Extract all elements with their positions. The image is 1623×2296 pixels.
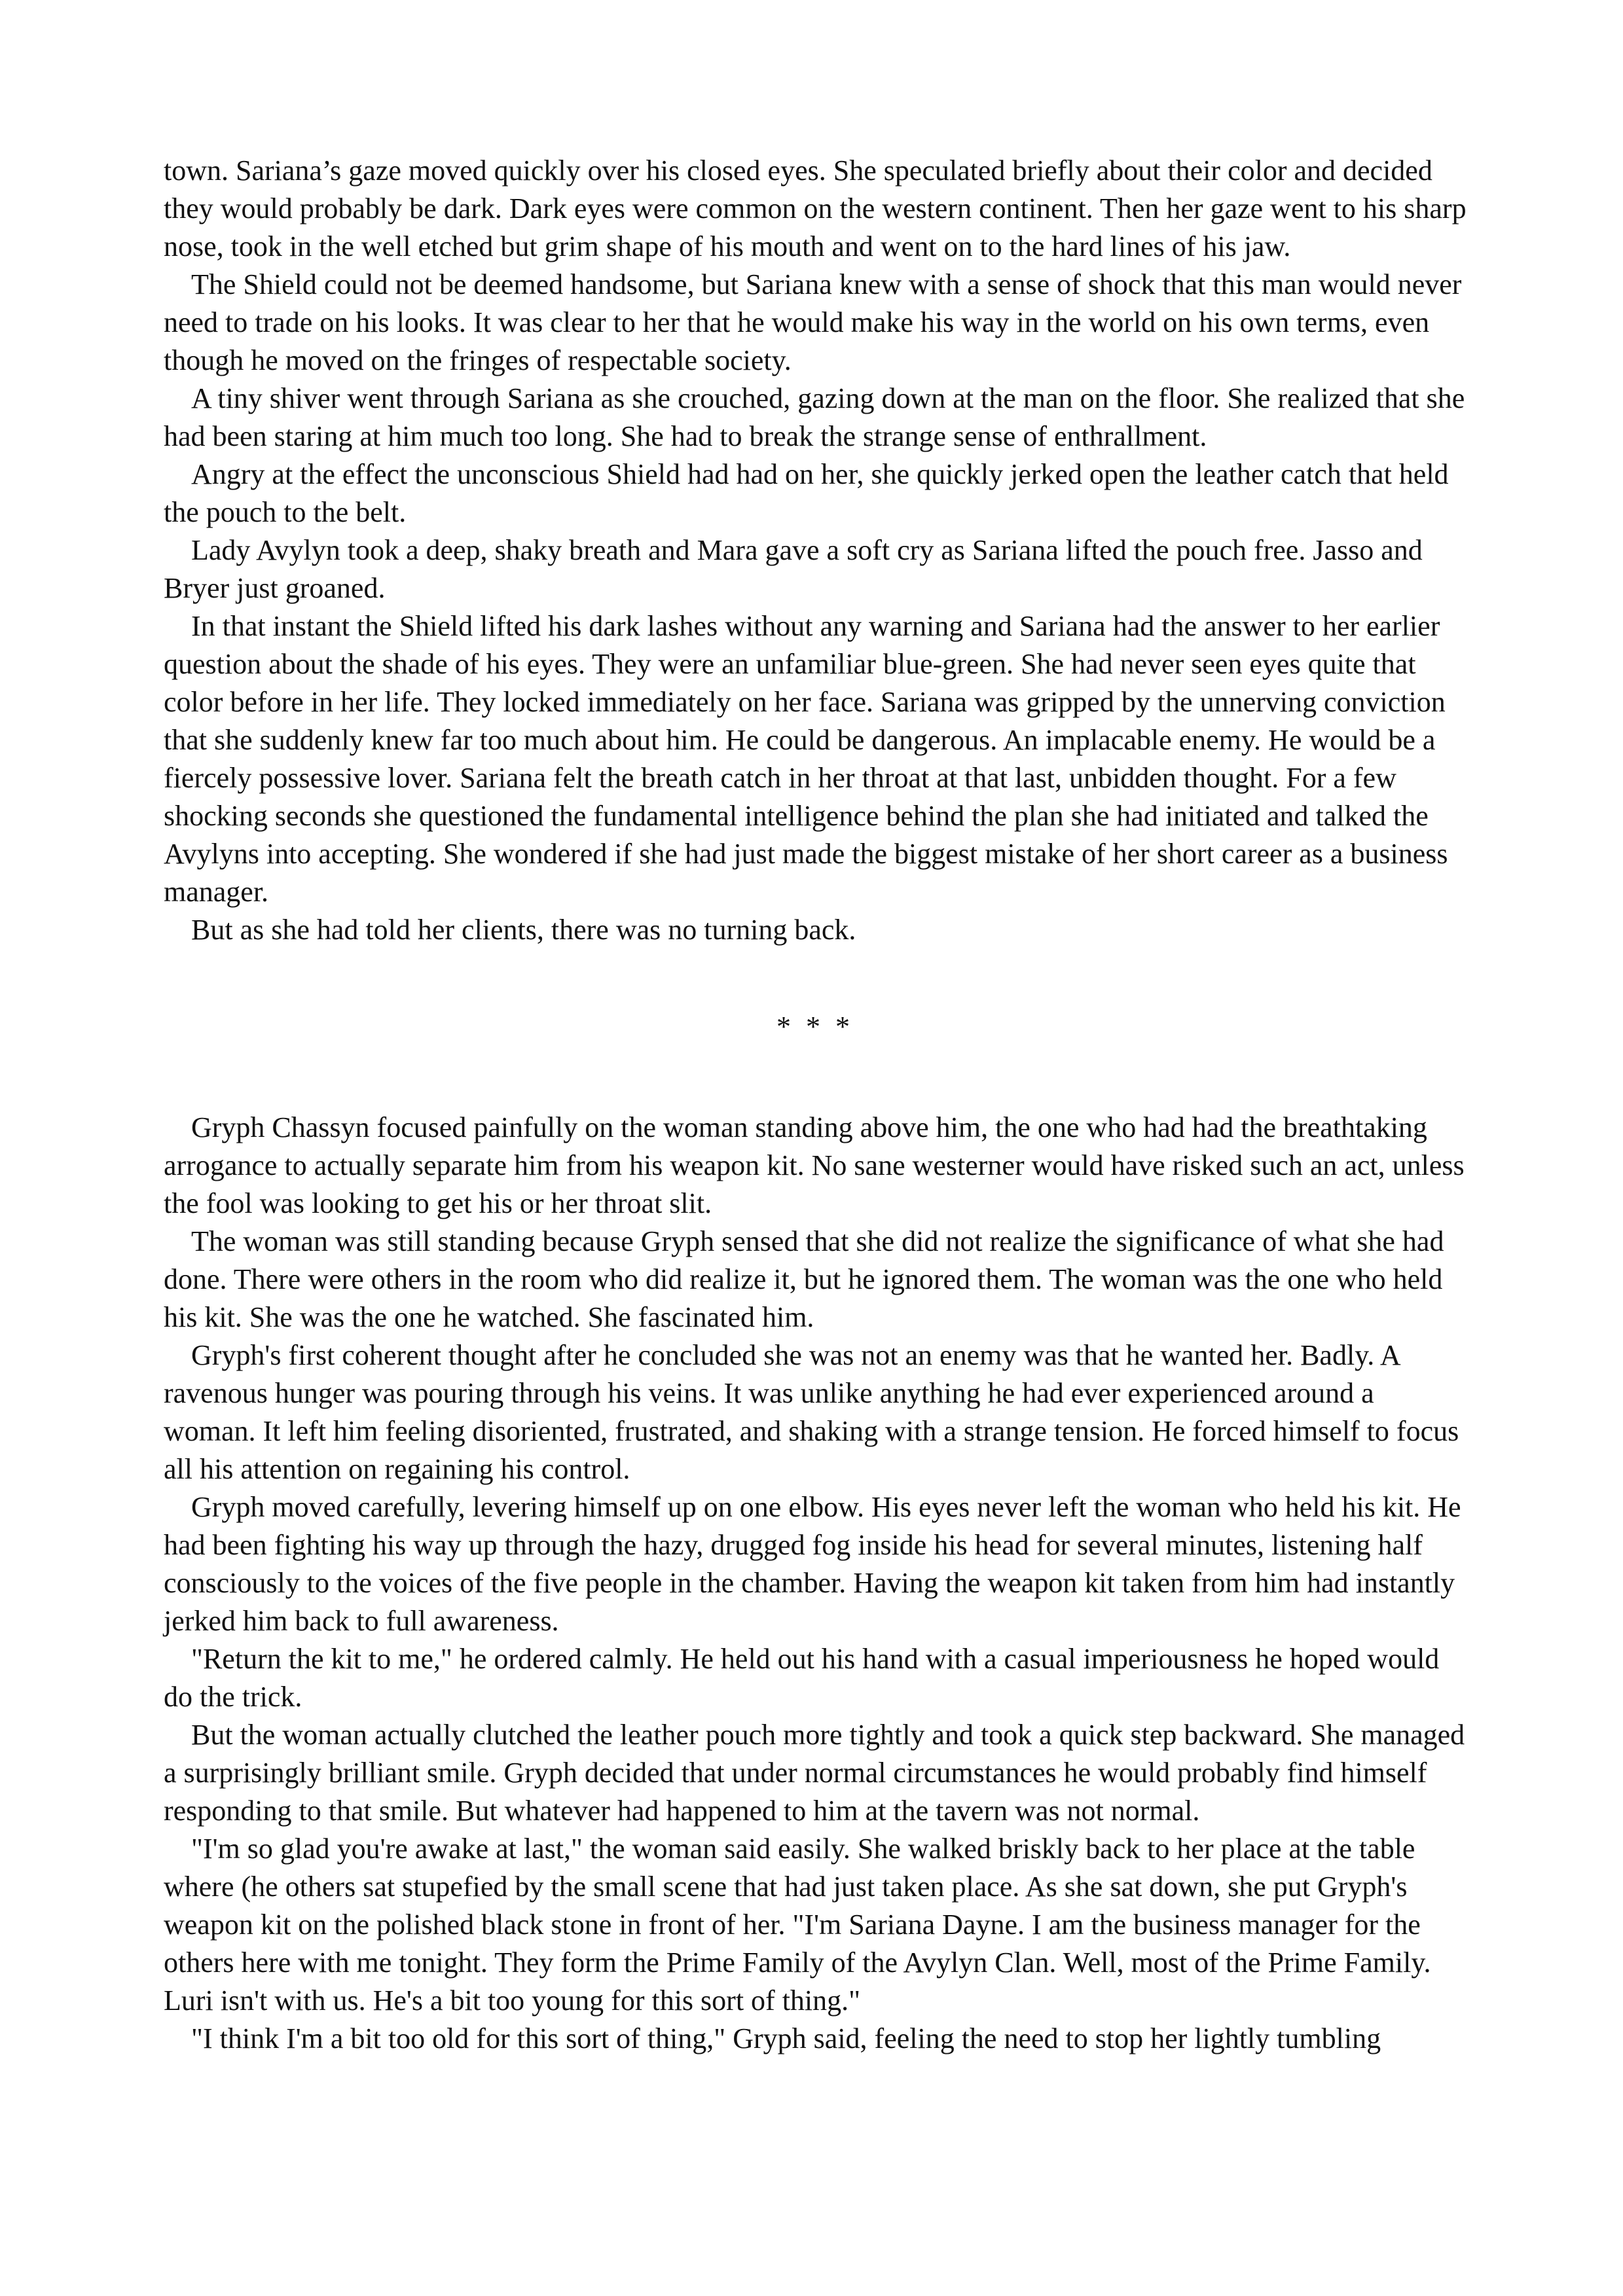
paragraph: "Return the kit to me," he ordered calmly. He held out his hand with a casual imperiousness he hoped would do the trick. xyxy=(164,1643,1440,1713)
paragraph: The woman was still standing because Gryph sensed that she did not realize the significance of what she had done. There were others in the room who did realize it, but he ignored them. The woman was the one who held his kit. She was the one he watched. She fascinated him. xyxy=(164,1225,1444,1333)
paragraph: The Shield could not be deemed handsome, but Sariana knew with a sense of shock that this man would never need to trade on his looks. It was clear to her that he would make his way in the world on his own terms, even though he moved on the fringes of respectable society. xyxy=(164,268,1462,376)
paragraph: "I'm so glad you're awake at last," the woman said easily. She walked briskly back to her place at the table where (he others sat stupefied by the small scene that had just taken place. As she sat down, she put Gryph's weapon kit on the polished black stone in front of her. "I'm Sariana Dayne. I am the business manager for the others here with me tonight. They form the Prime Family of the Avylyn Clan. Well, most of the Prime Family. Luri isn't with us. He's a bit too young for this sort of thing." xyxy=(164,1833,1431,2017)
paragraph: But the woman actually clutched the leather pouch more tightly and took a quick step backward. She managed a surprisingly brilliant smile. Gryph decided that under normal circumstances he would probably find himself responding to that smile. But whatever had happened to him at the tavern was not normal. xyxy=(164,1719,1465,1827)
paragraph: A tiny shiver went through Sariana as she crouched, gazing down at the man on the floor. She realized that she had been staring at him much too long. She had to break the strange sense of enthrallment. xyxy=(164,382,1465,452)
paragraph: Gryph's first coherent thought after he concluded she was not an enemy was that he wanted her. Badly. A ravenous hunger was pouring through his veins. It was unlike anything he had ever experienced around a woman. It left him feeling disoriented, frustrated, and shaking with a strange tension. He forced himself to focus all his attention on regaining his control. xyxy=(164,1339,1459,1485)
section-two xyxy=(164,1109,1467,2058)
paragraph: In that instant the Shield lifted his dark lashes without any warning and Sariana had the answer to her earlier question about the shade of his eyes. They were an unfamiliar blue-green. She had never seen eyes quite that color before in her life. They locked immediately on her face. Sariana was gripped by the unnerving conviction that she suddenly knew far too much about him. He could be dangerous. An implacable enemy. He would be a fiercely possessive lover. Sariana felt the breath catch in her throat at that last, unbidden thought. For a few shocking seconds she questioned the fundamental intelligence behind the plan she had initiated and talked the Avylyns into accepting. She wondered if she had just made the biggest mistake of her short career as a business manager. xyxy=(164,610,1448,908)
section-one xyxy=(164,152,1467,949)
paragraph: Lady Avylyn took a deep, shaky breath and Mara gave a soft cry as Sariana lifted the pouch free. Jasso and Bryer just groaned. xyxy=(164,534,1423,604)
paragraph: Angry at the effect the unconscious Shield had had on her, she quickly jerked open the leather catch that held the pouch to the belt. xyxy=(164,458,1449,528)
paragraph: Gryph Chassyn focused painfully on the woman standing above him, the one who had had the breathtaking arrogance to actually separate him from his weapon kit. No sane westerner would have risked such an act, unless the fool was looking to get his or her throat slit. xyxy=(164,1111,1465,1219)
paragraph: But as she had told her clients, there was no turning back. xyxy=(191,914,856,946)
paragraph: "I think I'm a bit too old for this sort of thing," Gryph said, feeling the need to stop her lightly tumbling xyxy=(191,2022,1381,2054)
scene-break: * * * xyxy=(776,1011,854,1043)
paragraph: Gryph moved carefully, levering himself up on one elbow. His eyes never left the woman who held his kit. He had been fighting his way up through the hazy, drugged fog inside his head for several minutes, listening half consciously to the voices of the five people in the chamber. Having the weapon kit taken from him had instantly jerked him back to full awareness. xyxy=(164,1491,1461,1637)
book-page xyxy=(164,152,1467,2058)
paragraph: town. Sariana’s gaze moved quickly over his closed eyes. She speculated briefly about their color and decided they would probably be dark. Dark eyes were common on the western continent. Then her gaze went to his sharp nose, took in the well etched but grim shape of his mouth and went on to the hard lines of his jaw. xyxy=(164,154,1467,262)
